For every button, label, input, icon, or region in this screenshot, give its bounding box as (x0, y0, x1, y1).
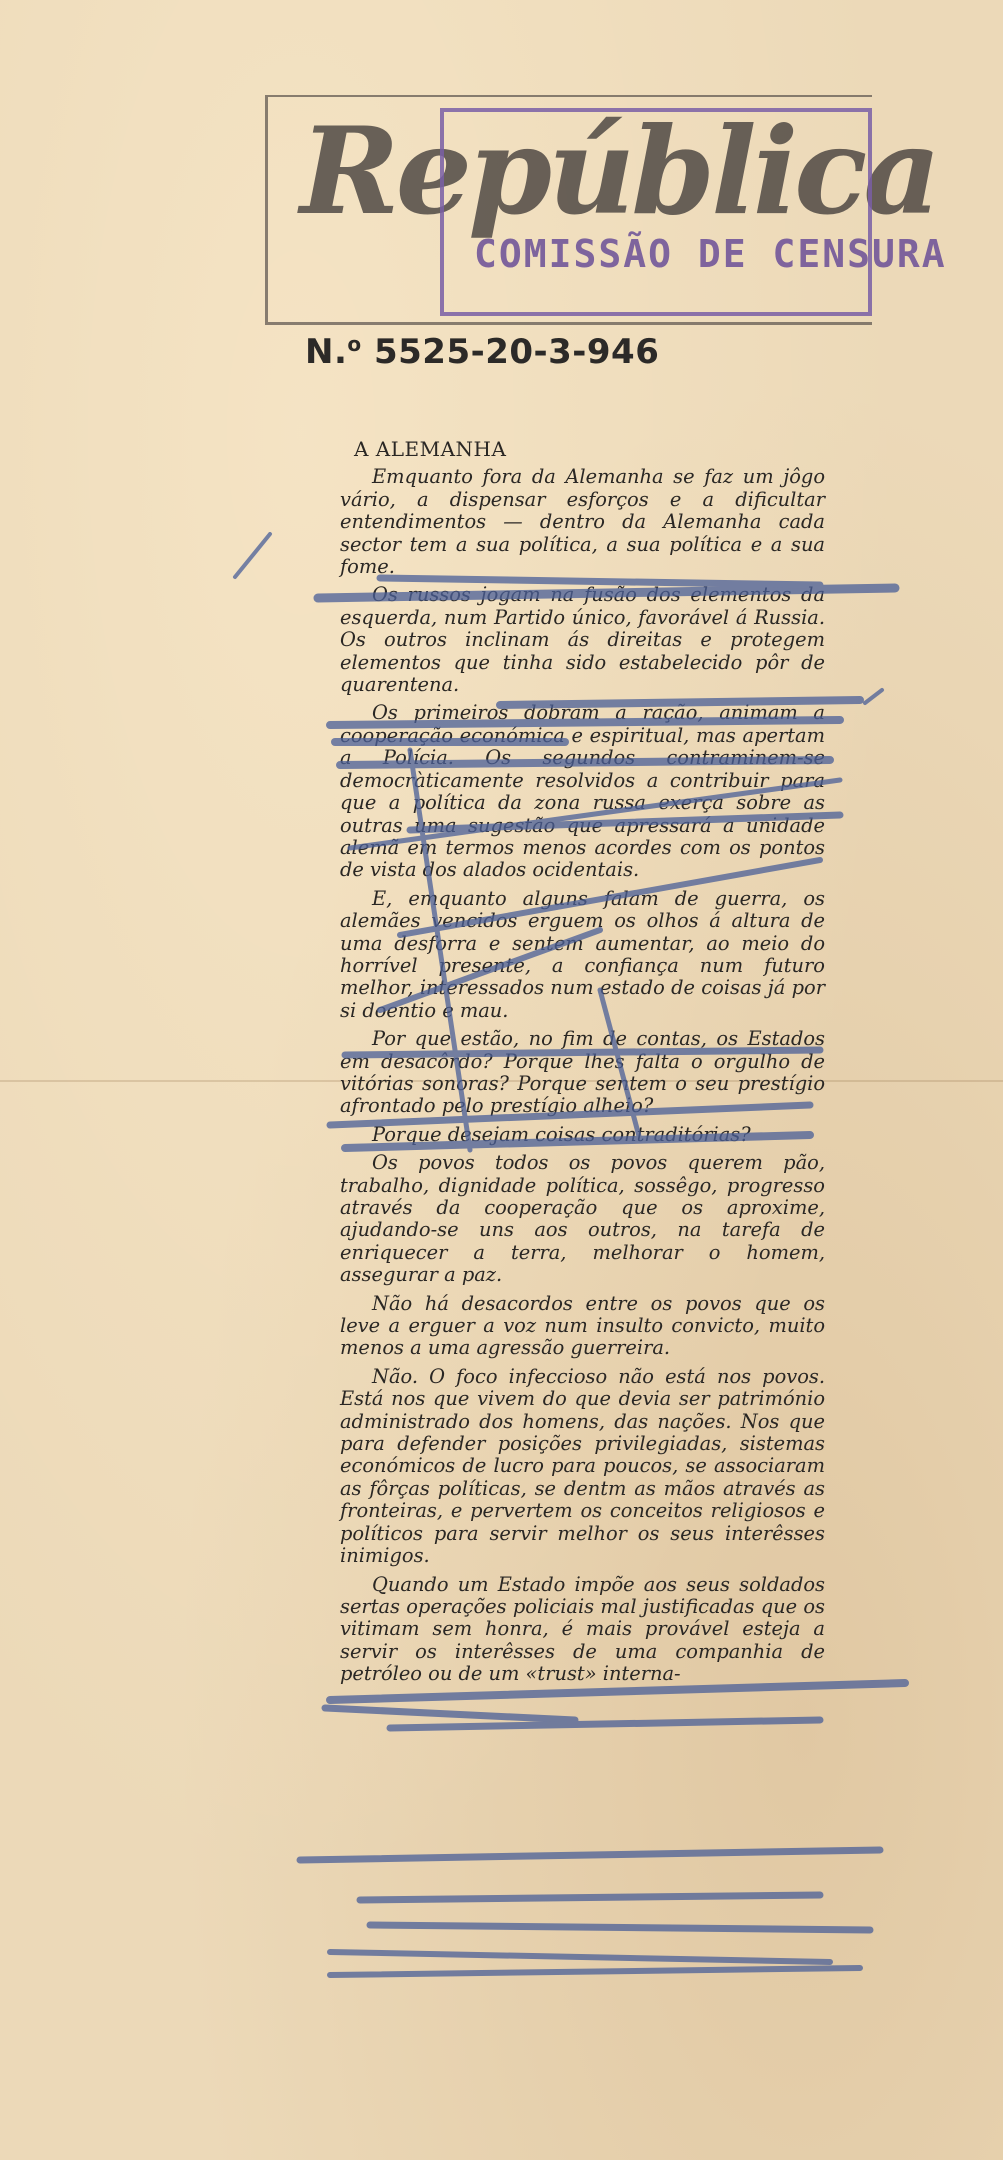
censor-strike (325, 1708, 575, 1720)
article-paragraph: Os povos todos os povos querem pão, trabalho, dignidade política, sossêgo, progresso através da cooperação que os aproxime, ajudando-se uns aos outros, na tarefa de enriquecer a terra, melhorar o homem, assegurar a paz. (340, 1151, 825, 1287)
censor-strike (235, 534, 270, 577)
article (340, 438, 825, 1692)
censorship-stamp (440, 108, 947, 316)
article-paragraph: Quando um Estado impõe aos seus soldados sertas operações policiais mal justificadas que os vitimam sem honra, é mais provável esteja a servir os interêsses de uma companhia de petróleo ou de um «trust» interna- (340, 1572, 825, 1686)
censor-strike (370, 1925, 870, 1930)
issue-prefix-sup: o (347, 332, 362, 356)
censorship-stamp-text: COMISSÃO DE CENSURA (474, 232, 947, 276)
article-paragraph: Não. O foco infeccioso não está nos povos. Está nos que vivem do que devia ser património administrado dos homens, das nações. Nos que para defender posições privilegiadas, sistemas económicos de lucro para poucos, se associaram as fôrças políticas, se dentm as mãos através as fronteiras, e pervertem os conceitos religiosos e políticos para servir melhor os seus interêsses inimigos. (340, 1364, 825, 1568)
issue-number-value: 5525-20-3-946 (373, 332, 660, 372)
masthead-title: República (300, 101, 938, 242)
censor-strike (330, 1952, 830, 1962)
article-paragraph: Não há desacordos entre os povos que os leve a erguer a voz num insulto convicto, muito menos a uma agressão guerreira. (340, 1291, 825, 1360)
article-paragraph: Os russos jogam na fusão dos elementos da esquerda, num Partido único, favorável á Russia. Os outros inclinam ás direitas e protegem elementos que tinha sido estabelecido pôr de quarentena. (340, 583, 825, 697)
censor-strike (360, 1895, 820, 1900)
censor-strike (390, 1720, 820, 1728)
article-paragraph: Porque desejam coisas contraditórias? (372, 1122, 751, 1146)
article-paragraph: Os primeiros dobram a ração, animam a cooperação económica e espiritual, mas apertam a Polícia. Os segundos contraminem-se democràticamente resolvidos a contribuir para que a política da zona russa exerça sobre as outras uma sugestão que apressará a unidade alemã em termos menos acordes com os pontos de vista dos alados ocidentais. (340, 701, 825, 882)
censor-strike (300, 1850, 880, 1860)
article-headline: A ALEMANHA (354, 437, 507, 461)
article-paragraph: Emquanto fora da Alemanha se faz um jôgo vário, a dispensar esforços e a dificultar entendimentos — dentro da Alemanha cada sector tem a sua política, a sua política e a sua fome. (340, 465, 825, 579)
issue-prefix: N. (305, 332, 348, 372)
article-paragraph: Por que estão, no fim de contas, os Estados em desacôrdo? Porque lhes falta o orgulho de vitórias sonoras? Porque sentem o seu prestígio afrontado pelo prestígio alheio? (340, 1027, 825, 1118)
issue-number (305, 332, 659, 372)
censor-strike (865, 690, 882, 703)
article-paragraph: E, emquanto alguns falam de guerra, os alemães vencidos erguem os olhos á altura de uma desforra e sentem aumentar, ao meio do horrível presente, a confiança num futuro melhor, interessados num estado de coisas já por si doentio e mau. (340, 886, 825, 1022)
censor-strike (330, 1968, 860, 1975)
